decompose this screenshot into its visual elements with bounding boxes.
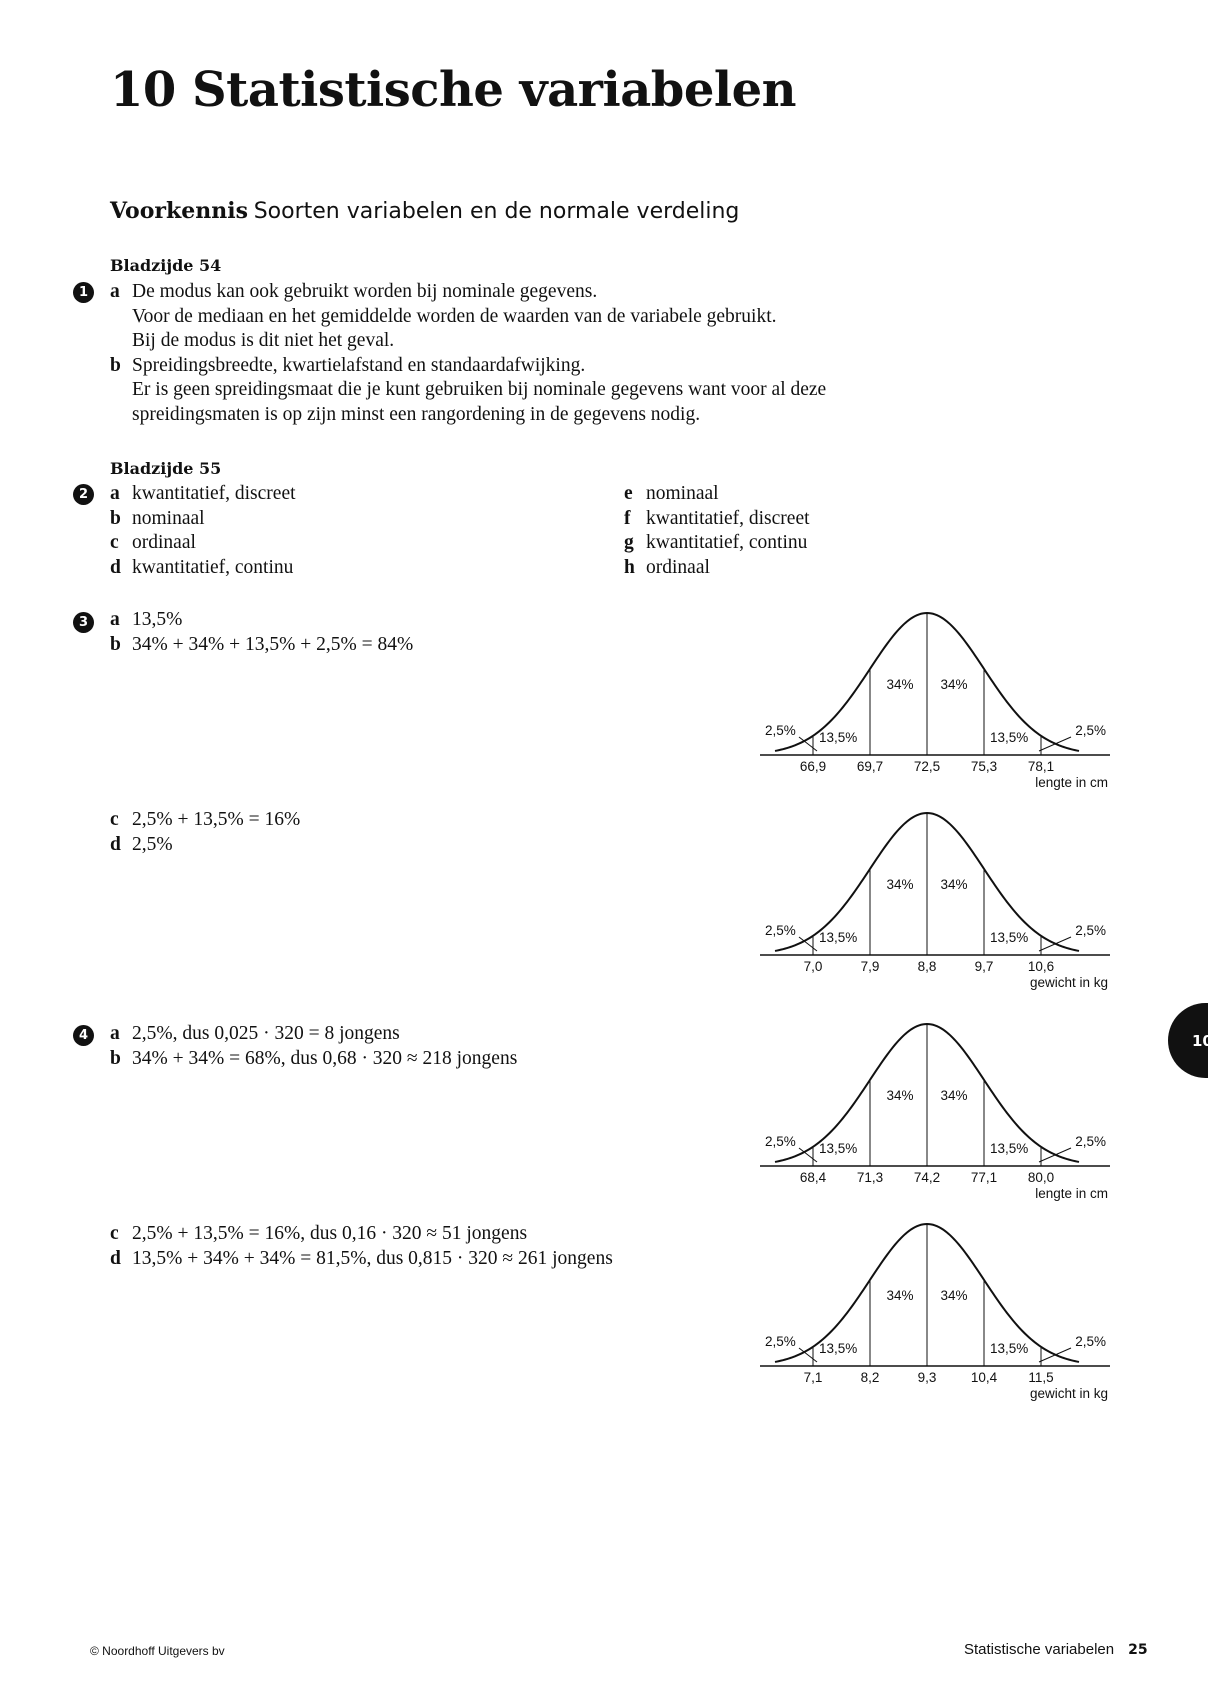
axis-label: lengte in cm bbox=[1035, 775, 1108, 790]
answer-line: Bij de modus is dit niet het geval. bbox=[132, 330, 395, 351]
normal-curve-chart-3 bbox=[755, 1016, 1115, 1211]
percentage-label: 34% bbox=[940, 677, 968, 692]
percentage-label: 2,5% bbox=[765, 723, 796, 738]
percentage-label: 13,5% bbox=[990, 1141, 1029, 1156]
answer-line: a kwantitatief, discreet bbox=[110, 483, 296, 504]
footer-publisher: © Noordhoff Uitgevers bv bbox=[90, 1644, 225, 1658]
percentage-label: 34% bbox=[886, 677, 914, 692]
tick-label: 77,1 bbox=[970, 1170, 998, 1185]
percentage-label: 13,5% bbox=[819, 1141, 858, 1156]
percentage-label: 2,5% bbox=[1075, 1334, 1106, 1349]
percentage-label: 2,5% bbox=[765, 1334, 796, 1349]
answer-line: d 2,5% bbox=[110, 833, 173, 855]
page-ref-54: Bladzijde 54 bbox=[110, 256, 222, 275]
axis-label: gewicht in kg bbox=[1029, 1386, 1108, 1401]
percentage-label: 2,5% bbox=[1075, 923, 1106, 938]
chapter-tab: 10 bbox=[1168, 1003, 1208, 1078]
answer-line: Er is geen spreidingsmaat die je kunt gebruiken bij nominale gegevens want voor al deze bbox=[132, 379, 827, 400]
tick-label: 9,7 bbox=[974, 959, 994, 974]
answer-line: c ordinaal bbox=[110, 532, 196, 553]
tick-label: 75,3 bbox=[970, 759, 998, 774]
answer-line: a De modus kan ook gebruikt worden bij nominale gegevens. bbox=[110, 281, 598, 302]
percentage-label: 34% bbox=[886, 1288, 914, 1303]
percentage-label: 2,5% bbox=[765, 1134, 796, 1149]
answer-line: b 34% + 34% = 68%, dus 0,68 · 320 ≈ 218 jongens bbox=[110, 1047, 518, 1069]
question-number-2: 2 bbox=[73, 484, 94, 505]
normal-curve-chart-4 bbox=[755, 1216, 1115, 1411]
tick-label: 10,6 bbox=[1027, 959, 1055, 974]
tick-label: 74,2 bbox=[913, 1170, 941, 1185]
page-number: 25 bbox=[1128, 1642, 1148, 1658]
percentage-label: 13,5% bbox=[819, 1341, 858, 1356]
answer-line: Voor de mediaan en het gemiddelde worden de waarden van de variabele gebruikt. bbox=[132, 305, 777, 327]
question-number-3: 3 bbox=[73, 612, 94, 633]
tick-label: 8,8 bbox=[917, 959, 937, 974]
answer-block-4c bbox=[110, 1222, 613, 1271]
tick-label: 71,3 bbox=[856, 1170, 884, 1185]
question-number-1: 1 bbox=[73, 282, 94, 303]
question-number-4: 4 bbox=[73, 1025, 94, 1046]
percentage-label: 34% bbox=[886, 1088, 914, 1103]
percentage-label: 34% bbox=[940, 1088, 968, 1103]
tick-label: 11,5 bbox=[1028, 1370, 1054, 1385]
answer-line: a 2,5%, dus 0,025 · 320 = 8 jongens bbox=[110, 1023, 400, 1044]
tick-label: 8,2 bbox=[860, 1370, 880, 1385]
percentage-label: 34% bbox=[940, 1288, 968, 1303]
tail-pointer bbox=[1039, 1348, 1071, 1362]
tick-label: 69,7 bbox=[856, 759, 884, 774]
tail-pointer bbox=[1039, 737, 1071, 751]
answer-line: a 13,5% bbox=[110, 609, 183, 630]
percentage-label: 13,5% bbox=[990, 930, 1029, 945]
tick-label: 78,1 bbox=[1027, 759, 1055, 774]
axis-label: gewicht in kg bbox=[1029, 975, 1108, 990]
section-subtitle: Soorten variabelen en de normale verdeling bbox=[253, 199, 740, 224]
section-lead: Voorkennis bbox=[110, 198, 248, 224]
normal-curve-chart-2 bbox=[755, 805, 1115, 1000]
tail-pointer bbox=[1039, 937, 1071, 951]
percentage-label: 34% bbox=[940, 877, 968, 892]
tick-label: 66,9 bbox=[799, 759, 827, 774]
normal-curve-chart-1 bbox=[755, 605, 1115, 800]
tick-label: 80,0 bbox=[1027, 1170, 1055, 1185]
answer-block-1 bbox=[110, 280, 826, 427]
answer-line: b Spreidingsbreedte, kwartielafstand en standaardafwijking. bbox=[110, 354, 586, 376]
answer-line: b 34% + 34% + 13,5% + 2,5% = 84% bbox=[110, 633, 414, 655]
tick-label: 9,3 bbox=[917, 1370, 937, 1385]
answer-line: f kwantitatief, discreet bbox=[624, 507, 810, 529]
answer-line: e nominaal bbox=[624, 483, 719, 504]
answer-block-3a bbox=[110, 608, 413, 657]
answer-line: d kwantitatief, continu bbox=[110, 556, 294, 578]
section-title bbox=[110, 198, 739, 224]
answer-line: c 2,5% + 13,5% = 16%, dus 0,16 · 320 ≈ 51 jongens bbox=[110, 1223, 528, 1244]
tick-label: 10,4 bbox=[970, 1370, 998, 1385]
percentage-label: 13,5% bbox=[819, 930, 858, 945]
tick-label: 72,5 bbox=[913, 759, 941, 774]
percentage-label: 34% bbox=[886, 877, 914, 892]
answer-line: c 2,5% + 13,5% = 16% bbox=[110, 809, 301, 830]
answer-block-4a bbox=[110, 1022, 517, 1071]
answer-line: spreidingsmaten is op zijn minst een rangordening in de gegevens nodig. bbox=[132, 403, 701, 425]
tick-label: 7,0 bbox=[803, 959, 823, 974]
tick-label: 7,1 bbox=[803, 1370, 823, 1385]
percentage-label: 13,5% bbox=[990, 730, 1029, 745]
answer-block-3c bbox=[110, 808, 300, 857]
percentage-label: 2,5% bbox=[1075, 1134, 1106, 1149]
answer-column-right bbox=[624, 482, 810, 580]
tick-label: 7,9 bbox=[860, 959, 880, 974]
percentage-label: 2,5% bbox=[765, 923, 796, 938]
answer-line: d 13,5% + 34% + 34% = 81,5%, dus 0,815 · 320 ≈ 261 jongens bbox=[110, 1247, 613, 1269]
chapter-title: 10 Statistische variabelen bbox=[110, 62, 797, 118]
answer-line: b nominaal bbox=[110, 507, 205, 529]
percentage-label: 13,5% bbox=[819, 730, 858, 745]
tail-pointer bbox=[1039, 1148, 1071, 1162]
answer-column-left bbox=[110, 482, 296, 580]
percentage-label: 2,5% bbox=[1075, 723, 1106, 738]
axis-label: lengte in cm bbox=[1035, 1186, 1108, 1201]
answer-line: g kwantitatief, continu bbox=[624, 532, 808, 553]
footer-running-title bbox=[964, 1641, 1148, 1658]
percentage-label: 13,5% bbox=[990, 1341, 1029, 1356]
page-ref-55: Bladzijde 55 bbox=[110, 459, 222, 478]
tick-label: 68,4 bbox=[799, 1170, 827, 1185]
footer-chapter: Statistische variabelen bbox=[964, 1641, 1115, 1658]
answer-line: h ordinaal bbox=[624, 556, 710, 578]
